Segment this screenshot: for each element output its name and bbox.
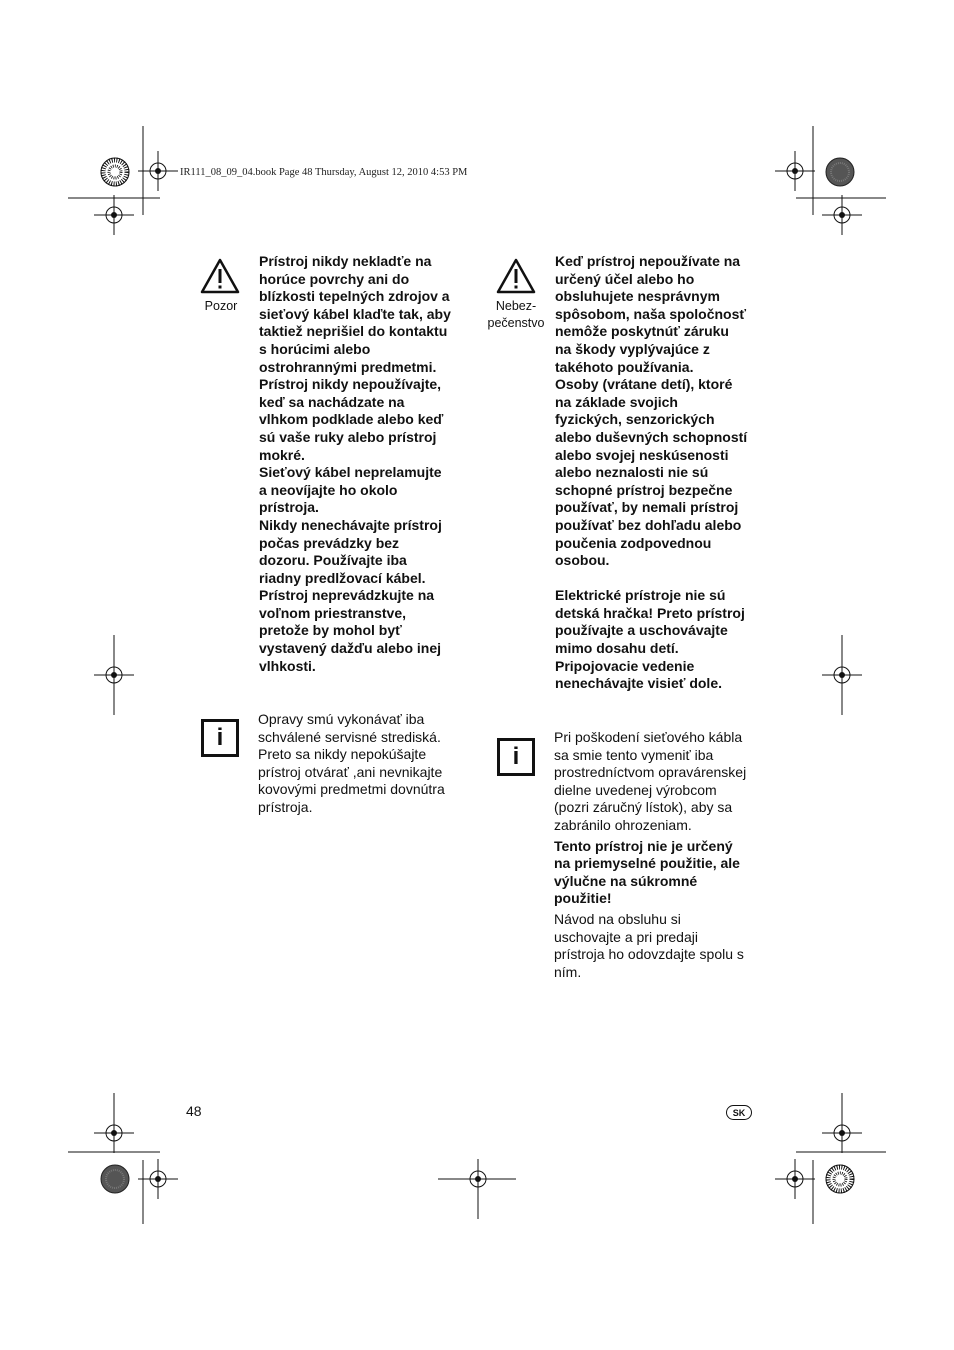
- left-warning-paragraph-2: Prístroj nikdy nepoužívajte, keď sa nachádzate na vlhkom podklade alebo keď sú vaše ruky alebo prístroj mokré.: [259, 376, 444, 463]
- left-info-text: [258, 711, 458, 817]
- registration-mark-icon: [775, 1159, 815, 1199]
- warning-label-nebezpecenstvo: Nebez- pečenstvo: [487, 299, 545, 330]
- warning-triangle-icon: [200, 258, 240, 294]
- right-warning-paragraph-4: Pripojovacie vedenie nenechávajte visieť dole.: [555, 657, 723, 692]
- registration-mark-icon: [775, 151, 815, 191]
- registration-mark-icon: [138, 1159, 178, 1199]
- registration-mark-icon: [822, 1113, 862, 1153]
- right-warning-paragraph-3: Elektrické prístroje nie sú detská hračka! Preto prístroj používajte a uschovávajte mimo dosahu detí.: [555, 587, 745, 657]
- registration-mark-icon: [138, 151, 178, 191]
- gray-target-icon: [825, 157, 855, 187]
- left-warning-paragraph-3: Sieťový kábel neprelamujte a neovíjajte ho okolo prístroja.: [259, 464, 442, 516]
- info-icon: i: [201, 719, 239, 757]
- registration-mark-icon: [822, 195, 862, 235]
- registration-mark-icon: [94, 655, 134, 695]
- left-warning-text: [259, 253, 459, 675]
- left-info-paragraph: Opravy smú vykonávať iba schválené servisné strediská. Preto sa nikdy nepokúšajte prístroj otvárať ,ani nevnikajte kovovými predmetmi dovnútra prístroja.: [258, 711, 445, 815]
- info-icon: i: [497, 738, 535, 776]
- right-warning-paragraph-2: Osoby (vrátane detí), ktoré na základe svojich fyzických, senzorických alebo duševných schopností alebo svojej neskúsenosti alebo neznalosti nie sú schopné prístroj bezpečne používať, by nemali prístroj používať bez dohľadu alebo poučenia zodpovednou osobou.: [555, 376, 748, 569]
- starburst-target-icon: [100, 157, 130, 187]
- left-warning-paragraph-5: Prístroj neprevádzkujte na voľnom priestranstve, pretože by mohol byť vystavený dažďu alebo inej vlhkosti.: [259, 587, 442, 674]
- right-info-paragraph-1: Pri poškodení sieťového kábla sa smie tento vymeniť iba prostredníctvom opravárenskej dielne uvedenej výrobcom (pozri záručný lístok), aby sa zabránilo ohrozeniam.: [554, 729, 747, 833]
- registration-mark-icon: [822, 655, 862, 695]
- right-info-text: [554, 729, 754, 981]
- right-info-paragraph-3: Návod na obsluhu si uschovajte a pri predaji prístroja ho odovzdajte spolu s ním.: [554, 910, 744, 980]
- warning-triangle-icon: [496, 258, 536, 294]
- registration-mark-icon: [438, 1159, 518, 1219]
- language-badge: SK: [726, 1105, 752, 1120]
- gray-target-icon: [100, 1164, 130, 1194]
- right-warning-paragraph-1: Keď prístroj nepoužívate na určený účel alebo ho obsluhujete nesprávnym spôsobom, naša spoločnosť nemôže poskytnúť záruku na škody vyplývajúce z takéhoto používania.: [555, 253, 747, 375]
- registration-mark-icon: [94, 1113, 134, 1153]
- right-info-paragraph-2: Tento prístroj nie je určený na priemyselné použitie, ale výlučne na súkromné použitie!: [554, 837, 740, 907]
- left-warning-paragraph-4: Nikdy nenechávajte prístroj počas prevádzky bez dozoru. Používajte iba riadny predlžovací kábel.: [259, 516, 442, 586]
- warning-label-pozor: Pozor: [204, 299, 238, 313]
- left-warning-paragraph-1: Prístroj nikdy nekladťe na horúce povrchy ani do blízkosti tepelných zdrojov a sieťový kábel klaďte tak, aby taktiež neprišiel do kontaktu s horúcimi alebo ostrohrannými predmetmi.: [259, 253, 451, 375]
- starburst-target-icon: [825, 1164, 855, 1194]
- print-info: IR111_08_09_04.book Page 48 Thursday, August 12, 2010 4:53 PM: [180, 167, 468, 178]
- page-number: 48: [186, 1103, 202, 1119]
- registration-mark-icon: [94, 195, 134, 235]
- right-warning-text: [555, 253, 755, 693]
